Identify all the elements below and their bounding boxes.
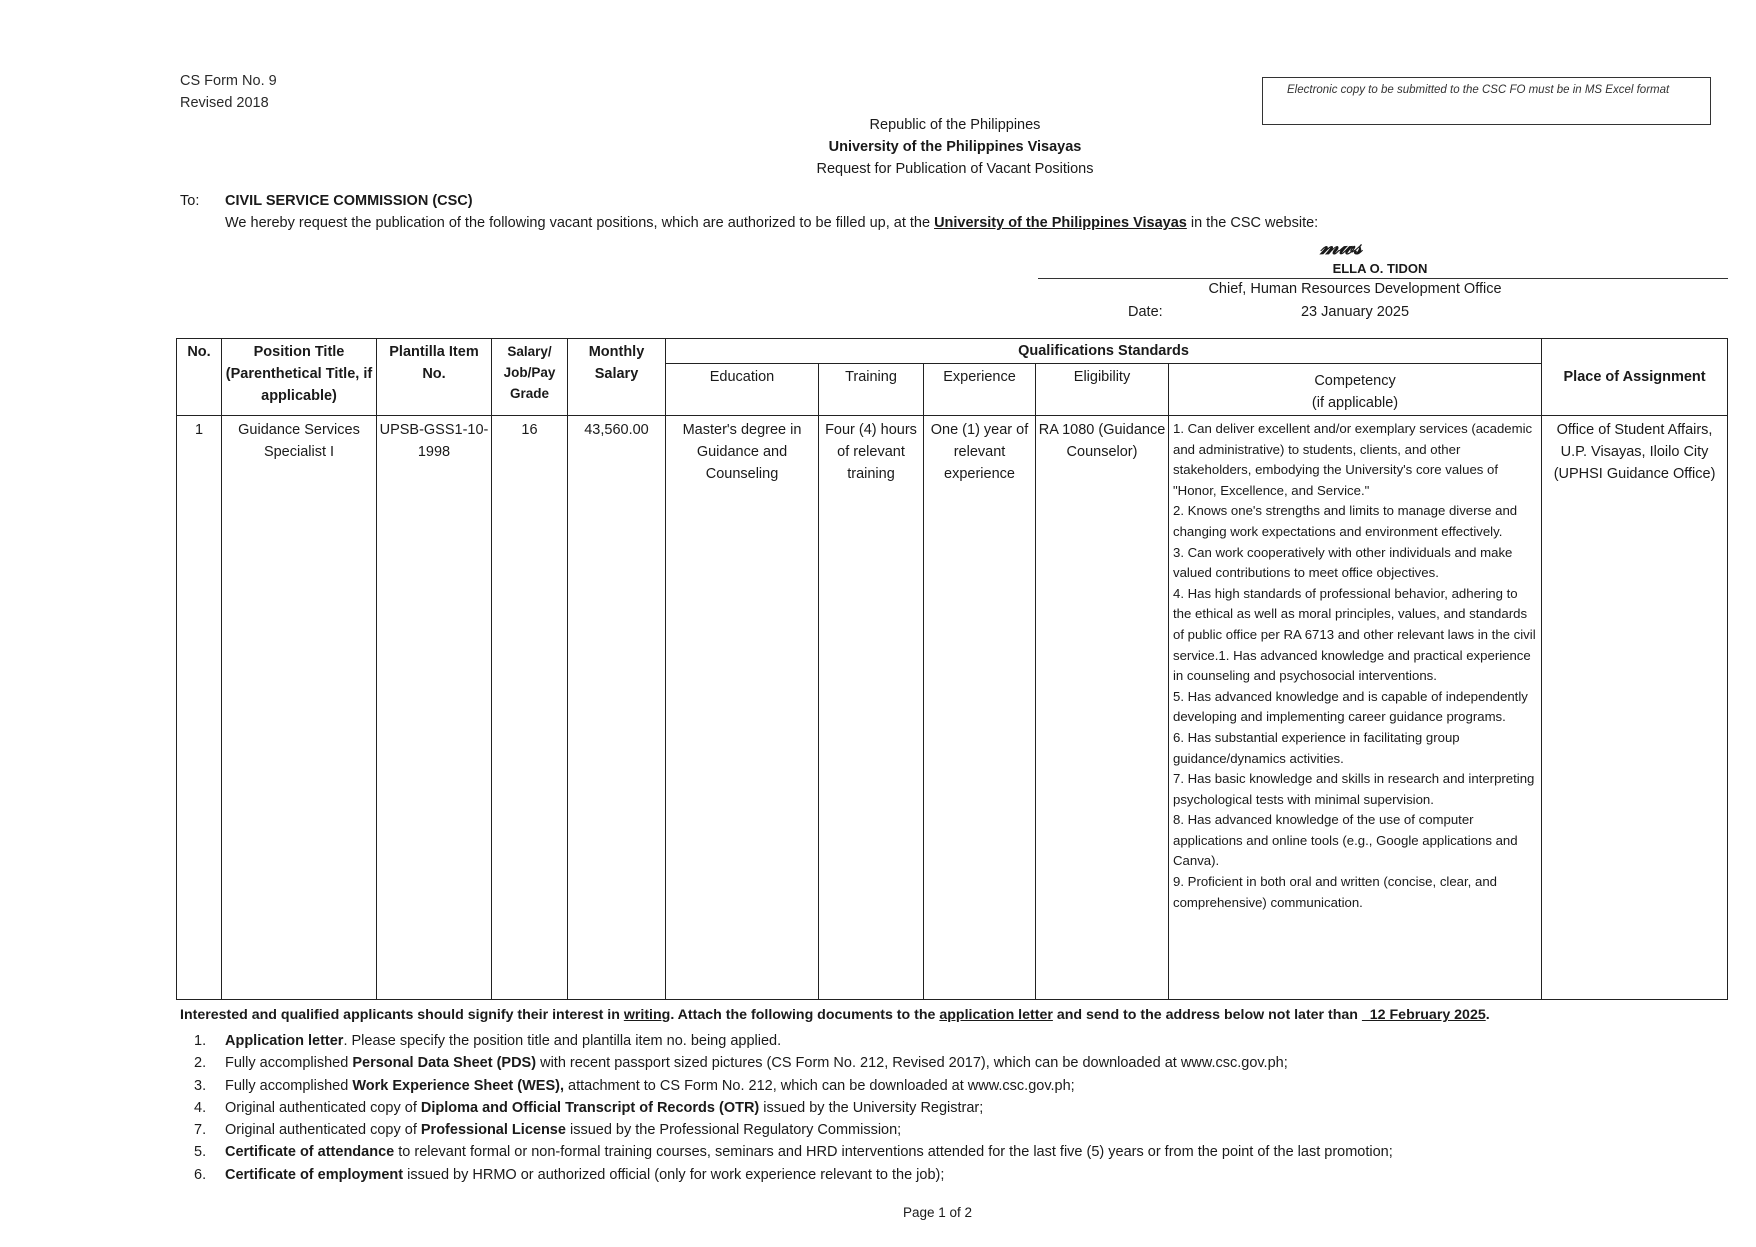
list-item-number: 5. bbox=[194, 1144, 207, 1161]
header-competency-text: Competency bbox=[1314, 373, 1396, 389]
request-text-post: in the CSC website: bbox=[1186, 215, 1319, 231]
competency-item: 2. Knows one's strengths and limits to manage diverse and changing work expectations and environment effectively. bbox=[1173, 503, 1518, 539]
table-row bbox=[177, 416, 1728, 1000]
instructions-part2: . Attach the following documents to the bbox=[670, 1007, 940, 1023]
competency-item: 7. Has basic knowledge and skills in research and interpreting psychological tests with minimal supervision. bbox=[1173, 771, 1535, 807]
list-item-prefix: Fully accomplished bbox=[225, 1077, 353, 1094]
signatory-name: ELLA O. TIDON bbox=[1332, 261, 1428, 276]
list-item bbox=[180, 1097, 1720, 1119]
header-competency-note: (if applicable) bbox=[1311, 395, 1399, 411]
list-item-bold: Certificate of employment bbox=[225, 1166, 404, 1183]
list-item-text: to relevant formal or non-formal training courses, seminars and HRD interventions attended for the last five (5) years or from the point of the last promotion; bbox=[394, 1144, 1393, 1161]
signature-line bbox=[1038, 278, 1728, 279]
request-text-pre: We hereby request the publication of the following vacant positions, which are authorized to be filled up, at the bbox=[225, 215, 935, 231]
list-item-text: issued by the University Registrar; bbox=[759, 1099, 984, 1116]
competency-item: 1. Can deliver excellent and/or exemplary services (academic and administrative) to students, clients, and other stakeholders, embodying the University's core values of "Honor, Excellence, and Service." bbox=[1173, 421, 1533, 498]
header-plantilla bbox=[377, 339, 492, 416]
page-number: Page 1 of 2 bbox=[902, 1205, 973, 1220]
header-plantilla-text: Plantilla Item No. bbox=[389, 344, 479, 382]
competency-item: 9. Proficient in both oral and written (concise, clear, and comprehensive) communication. bbox=[1173, 874, 1498, 910]
header-no-text: No. bbox=[187, 344, 211, 360]
instructions-writing: writing bbox=[623, 1007, 671, 1023]
list-item-text: attachment to CS Form No. 212, which can be downloaded at www.csc.gov.ph; bbox=[563, 1077, 1075, 1094]
competency-item: 3. Can work cooperatively with other individuals and make valued contributions to meet office objectives. bbox=[1173, 544, 1513, 581]
university-name: University of the Philippines Visayas bbox=[828, 139, 1082, 155]
header-eligibility: Eligibility bbox=[1036, 364, 1169, 416]
header-position-title bbox=[222, 339, 377, 416]
header-no bbox=[177, 339, 222, 416]
list-item-bold: Application letter bbox=[225, 1033, 344, 1049]
list-item bbox=[180, 1052, 1720, 1074]
competency-item: 4. Has high standards of professional behavior, adhering to the ethical as well as moral principles, values, and standards of public office per RA 6713 and other relevant laws in the civil service.1. Has advanced knowledge and practical experience in counseling and psychosocial interventions. bbox=[1173, 585, 1536, 684]
list-item-text: issued by the Professional Regulatory Commission; bbox=[565, 1122, 902, 1139]
republic-line: Republic of the Philippines bbox=[869, 117, 1041, 133]
header-experience: Experience bbox=[924, 364, 1036, 416]
application-instructions bbox=[180, 1007, 1490, 1023]
cell-competency bbox=[1169, 416, 1542, 1000]
signature-mark: 𝓂𝓌𝓈 bbox=[1320, 234, 1363, 260]
date-value: 23 January 2025 bbox=[1300, 304, 1410, 320]
excel-format-note: Electronic copy to be submitted to the CSC FO must be in MS Excel format bbox=[1262, 77, 1711, 125]
list-item-bold: Personal Data Sheet (PDS) bbox=[352, 1055, 537, 1072]
list-item bbox=[180, 1119, 1720, 1141]
form-revision-label: Revised 2018 bbox=[180, 95, 269, 111]
signatory-title: Chief, Human Resources Development Office bbox=[1208, 281, 1502, 297]
list-item-number: 4. bbox=[194, 1099, 207, 1116]
list-item-text: with recent passport sized pictures (CS Form No. 212, Revised 2017), which can be downloaded at www.csc.gov.ph; bbox=[536, 1055, 1288, 1072]
list-item-text: . Please specify the position title and plantilla item no. being applied. bbox=[343, 1033, 782, 1049]
vacancy-table bbox=[176, 338, 1728, 1000]
cell-no: 1 bbox=[177, 416, 222, 1000]
list-item-prefix: Original authenticated copy of bbox=[225, 1122, 421, 1139]
list-item-prefix: Fully accomplished bbox=[225, 1055, 353, 1072]
cell-monthly-salary: 43,560.00 bbox=[568, 416, 666, 1000]
list-item-bold: Certificate of attendance bbox=[225, 1144, 395, 1161]
document-header bbox=[740, 114, 1170, 180]
required-documents-list bbox=[180, 1030, 1720, 1186]
header-education: Education bbox=[666, 364, 819, 416]
header-place-text: Place of Assignment bbox=[1563, 369, 1706, 385]
form-number bbox=[180, 70, 277, 114]
cell-eligibility: RA 1080 (Guidance Counselor) bbox=[1036, 416, 1169, 1000]
list-item-number: 7. bbox=[194, 1122, 207, 1139]
addressee-name: CIVIL SERVICE COMMISSION (CSC) bbox=[225, 193, 473, 209]
request-agency: University of the Philippines Visayas bbox=[934, 215, 1187, 231]
cell-experience: One (1) year of relevant experience bbox=[924, 416, 1036, 1000]
header-salary-grade bbox=[492, 339, 568, 416]
competency-item: 8. Has advanced knowledge of the use of computer applications and online tools (e.g., Google applications and Canva). bbox=[1173, 812, 1518, 869]
header-place-of-assignment bbox=[1542, 339, 1728, 416]
cell-position-title: Guidance Services Specialist I bbox=[222, 416, 377, 1000]
instructions-part3: and send to the address below not later than bbox=[1052, 1007, 1362, 1023]
list-item bbox=[180, 1075, 1720, 1097]
competency-item: 5. Has advanced knowledge and is capable of independently developing and implementing career guidance programs. bbox=[1173, 688, 1528, 725]
list-item-bold: Professional License bbox=[420, 1122, 566, 1139]
list-item-text: issued by HRMO or authorized official (only for work experience relevant to the job); bbox=[403, 1166, 945, 1183]
header-qualifications-standards bbox=[666, 339, 1542, 364]
to-label: To: bbox=[180, 193, 200, 209]
header-monthly-salary bbox=[568, 339, 666, 416]
date-label: Date: bbox=[1128, 304, 1163, 320]
header-qs-text: Qualifications Standards bbox=[1018, 343, 1189, 359]
list-item-number: 1. bbox=[194, 1033, 207, 1049]
list-item bbox=[180, 1164, 1720, 1186]
form-number-label: CS Form No. 9 bbox=[180, 73, 277, 89]
competency-item: 6. Has substantial experience in facilitating group guidance/dynamics activities. bbox=[1173, 729, 1460, 766]
list-item-bold: Diploma and Official Transcript of Records (OTR) bbox=[420, 1099, 760, 1116]
instructions-part1: Interested and qualified applicants should signify their interest in bbox=[180, 1007, 624, 1023]
instructions-application-letter: application letter bbox=[939, 1007, 1053, 1023]
instructions-deadline: 12 February 2025 bbox=[1361, 1007, 1486, 1023]
cell-salary-grade: 16 bbox=[492, 416, 568, 1000]
list-item-number: 2. bbox=[194, 1055, 207, 1072]
document-title: Request for Publication of Vacant Positions bbox=[816, 161, 1094, 177]
list-item-bold: Work Experience Sheet (WES), bbox=[352, 1077, 564, 1094]
list-item-number: 6. bbox=[194, 1166, 207, 1183]
list-item-prefix: Original authenticated copy of bbox=[225, 1099, 421, 1116]
cell-education: Master's degree in Guidance and Counseling bbox=[666, 416, 819, 1000]
cell-training: Four (4) hours of relevant training bbox=[819, 416, 924, 1000]
header-position-title-text: Position Title (Parenthetical Title, if applicable) bbox=[225, 344, 373, 404]
instructions-part4: . bbox=[1485, 1007, 1490, 1023]
cell-place-of-assignment: Office of Student Affairs, U.P. Visayas, Iloilo City (UPHSI Guidance Office) bbox=[1542, 416, 1728, 1000]
cell-plantilla: UPSB-GSS1-10-1998 bbox=[377, 416, 492, 1000]
list-item-number: 3. bbox=[194, 1077, 207, 1094]
header-salary-grade-text: Salary/ Job/Pay Grade bbox=[503, 344, 556, 401]
header-monthly-salary-text: Monthly Salary bbox=[588, 344, 645, 382]
list-item bbox=[180, 1030, 1720, 1052]
header-training: Training bbox=[819, 364, 924, 416]
vacancy-table-container bbox=[176, 338, 1727, 1000]
request-statement bbox=[225, 215, 1318, 231]
header-competency bbox=[1169, 364, 1542, 416]
list-item bbox=[180, 1141, 1720, 1163]
